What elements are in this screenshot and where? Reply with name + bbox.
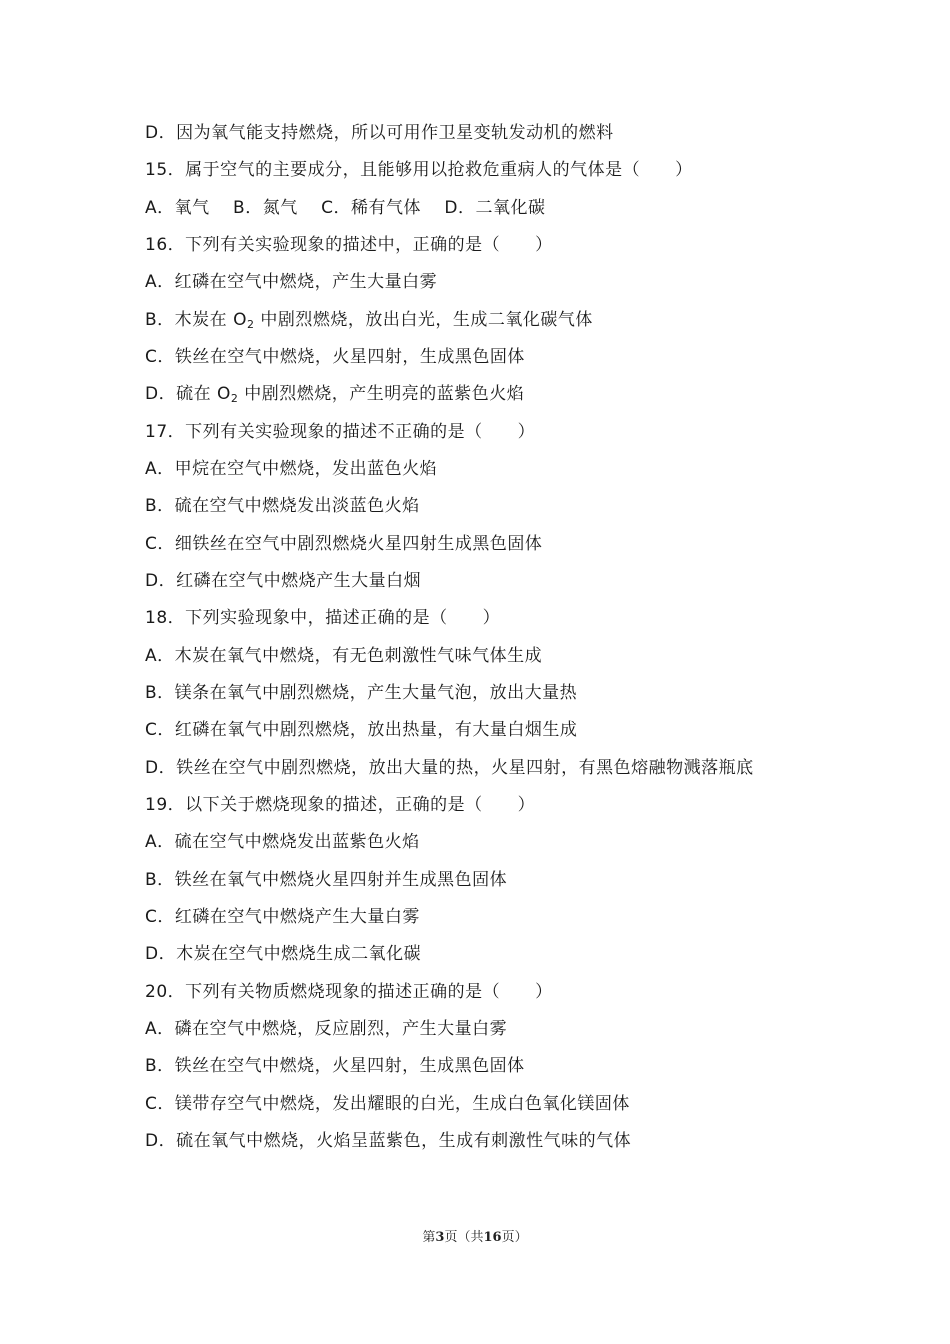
option-d-q17: D．红磷在空气中燃烧产生大量白烟 — [145, 571, 422, 591]
option-b-q18: B．镁条在氧气中剧烈燃烧，产生大量气泡，放出大量热 — [145, 683, 578, 703]
option-c-q20: C．镁带存空气中燃烧，发出耀眼的白光，生成白色氧化镁固体 — [145, 1094, 630, 1114]
question-16: 16．下列有关实验现象的描述中，正确的是（ ） — [145, 235, 553, 255]
option-a-q20: A．磷在空气中燃烧，反应剧烈，产生大量白雾 — [145, 1019, 508, 1039]
page-footer: 第3页（共16页） — [422, 1230, 528, 1245]
option-a-q16: A．红磷在空气中燃烧，产生大量白雾 — [145, 272, 438, 292]
option-b-q17: B．硫在空气中燃烧发出淡蓝色火焰 — [145, 496, 420, 516]
option-a-q18: A．木炭在氧气中燃烧，有无色刺激性气味气体生成 — [145, 646, 543, 666]
option-d-q20: D．硫在氧气中燃烧，火焰呈蓝紫色，生成有刺激性气味的气体 — [145, 1131, 632, 1151]
option-d-q16: D．硫在 $O_2$ 中剧烈燃烧，产生明亮的蓝紫色火焰 — [145, 384, 525, 405]
options-q15: A．氧气 B．氮气 C．稀有气体 D．二氧化碳 — [145, 198, 546, 218]
option-d-q18: D．铁丝在空气中剧烈燃烧，放出大量的热，火星四射，有黑色熔融物溅落瓶底 — [145, 758, 754, 778]
option-b-q20: B．铁丝在空气中燃烧，火星四射，生成黑色固体 — [145, 1056, 525, 1076]
question-20: 20．下列有关物质燃烧现象的描述正确的是（ ） — [145, 982, 553, 1002]
question-17: 17．下列有关实验现象的描述不正确的是（ ） — [145, 422, 536, 442]
option-b-q19: B．铁丝在氧气中燃烧火星四射并生成黑色固体 — [145, 870, 508, 890]
question-19: 19．以下关于燃烧现象的描述，正确的是（ ） — [145, 795, 536, 815]
option-a-q17: A．甲烷在空气中燃烧，发出蓝色火焰 — [145, 459, 438, 479]
option-d-q14: D．因为氧气能支持燃烧，所以可用作卫星变轨发动机的燃料 — [145, 123, 614, 143]
option-c-q18: C．红磷在氧气中剧烈燃烧，放出热量，有大量白烟生成 — [145, 720, 578, 740]
option-a-q19: A．硫在空气中燃烧发出蓝紫色火焰 — [145, 832, 420, 852]
question-18: 18．下列实验现象中，描述正确的是（ ） — [145, 608, 501, 628]
option-c-q17: C．细铁丝在空气中剧烈燃烧火星四射生成黑色固体 — [145, 534, 543, 554]
option-c-q16: C．铁丝在空气中燃烧，火星四射，生成黑色固体 — [145, 347, 525, 367]
question-15: 15．属于空气的主要成分，且能够用以抢救危重病人的气体是（ ） — [145, 160, 693, 180]
option-b-q16: B．木炭在 $O_2$ 中剧烈燃烧，放出白光，生成二氧化碳气体 — [145, 310, 593, 331]
option-d-q19: D．木炭在空气中燃烧生成二氧化碳 — [145, 944, 422, 964]
option-c-q19: C．红磷在空气中燃烧产生大量白雾 — [145, 907, 420, 927]
